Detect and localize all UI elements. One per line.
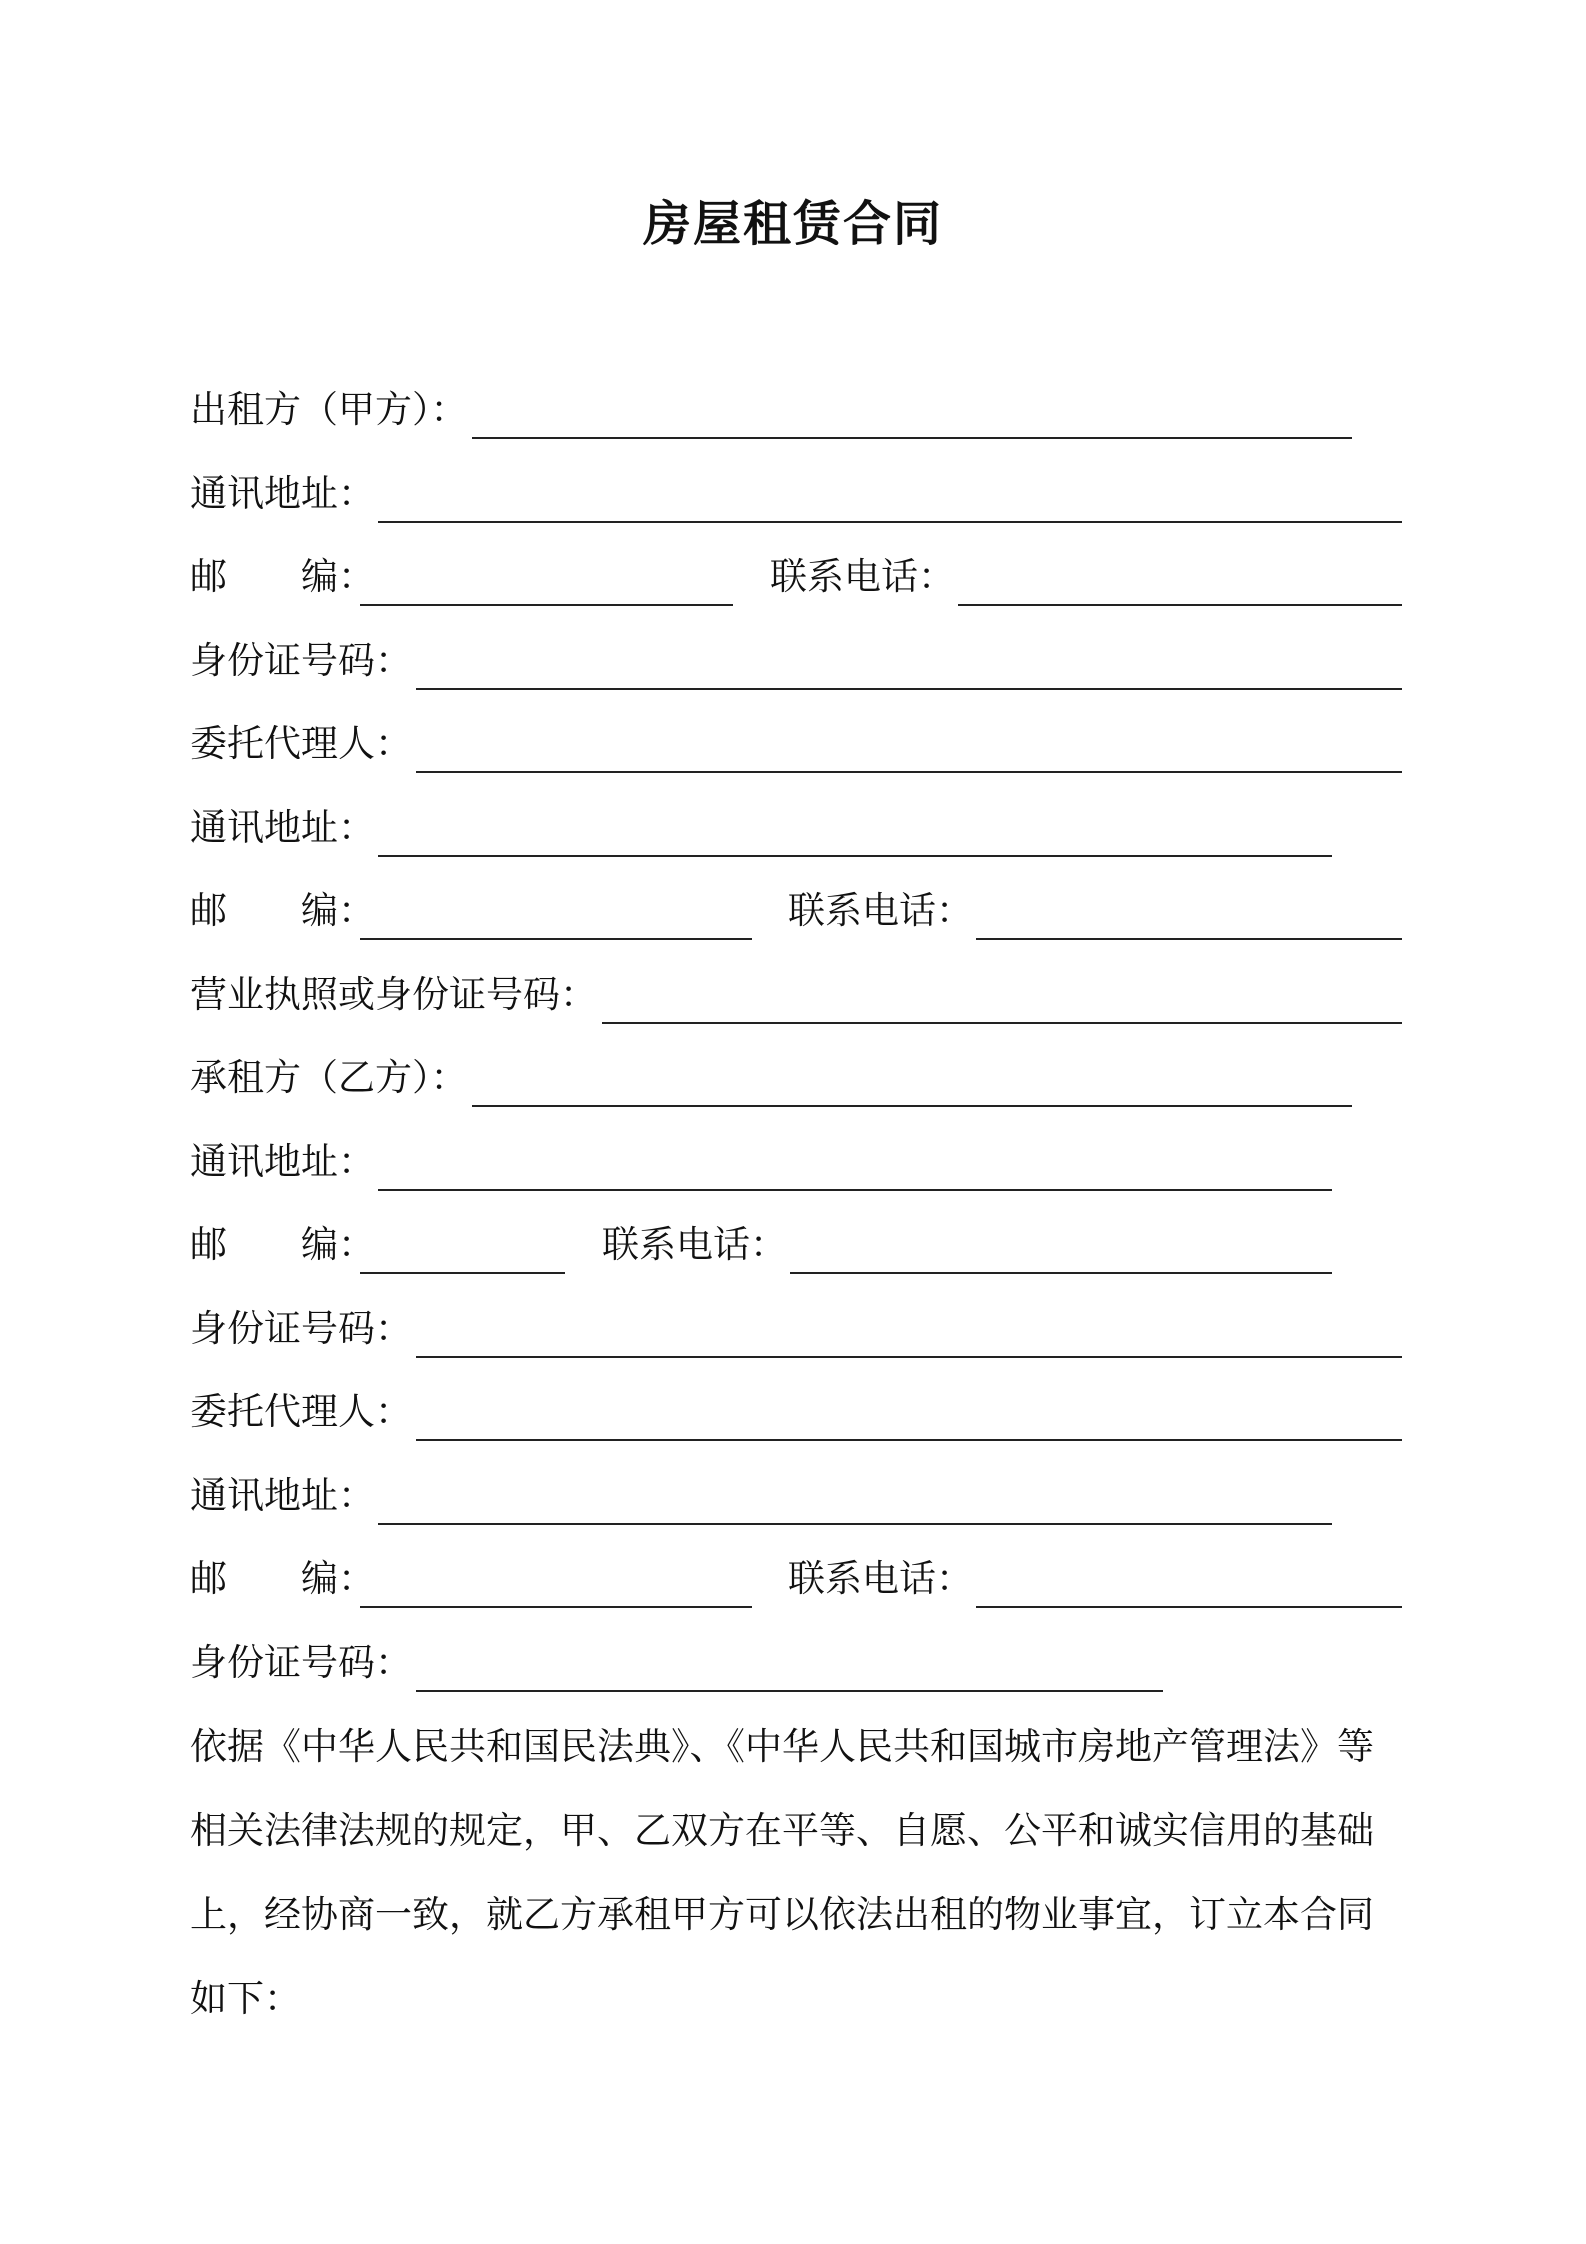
contract-preamble — [190, 1705, 1410, 2041]
field-label: 联系电话： — [788, 889, 973, 932]
form-row — [0, 801, 1586, 861]
field-label: 身份证号码： — [190, 639, 412, 682]
fill-in-blank-line[interactable] — [472, 1105, 1352, 1107]
fill-in-blank-line[interactable] — [472, 437, 1352, 439]
form-row — [0, 717, 1586, 777]
field-label: 委托代理人： — [190, 722, 412, 765]
field-label: 委托代理人： — [190, 1390, 412, 1433]
field-label: 承租方（乙方）： — [190, 1056, 468, 1099]
preamble-line: 上，经协商一致，就乙方承租甲方可以依法出租的物业事宜，订立本合同 — [190, 1893, 1374, 1936]
fill-in-blank-line[interactable] — [360, 1272, 565, 1274]
field-label: 营业执照或身份证号码： — [190, 973, 597, 1016]
fill-in-blank-line[interactable] — [360, 604, 733, 606]
form-row — [0, 1636, 1586, 1696]
fill-in-blank-line[interactable] — [958, 604, 1402, 606]
field-label: 出租方（甲方）： — [190, 388, 468, 431]
fill-in-blank-line[interactable] — [416, 1690, 1163, 1692]
form-row — [0, 1135, 1586, 1195]
preamble-line: 如下： — [190, 1977, 301, 2020]
page-title: 房屋租赁合同 — [642, 196, 943, 252]
field-label: 联系电话： — [602, 1223, 787, 1266]
preamble-line: 依据《中华人民共和国民法典》、《中华人民共和国城市房地产管理法》等 — [190, 1725, 1374, 1768]
form-row — [0, 1469, 1586, 1529]
form-row — [0, 467, 1586, 527]
field-label: 通讯地址： — [190, 1474, 375, 1517]
field-label: 通讯地址： — [190, 472, 375, 515]
fill-in-blank-line[interactable] — [602, 1022, 1402, 1024]
form-row — [0, 968, 1586, 1028]
form-row — [0, 1302, 1586, 1362]
form-row — [0, 1385, 1586, 1445]
field-label: 通讯地址： — [190, 806, 375, 849]
field-label: 联系电话： — [788, 1557, 973, 1600]
form-row — [0, 884, 1586, 944]
fill-in-blank-line[interactable] — [416, 688, 1402, 690]
fill-in-blank-line[interactable] — [790, 1272, 1332, 1274]
form-row — [0, 1051, 1586, 1111]
form-row — [0, 383, 1586, 443]
fill-in-blank-line[interactable] — [416, 771, 1402, 773]
fill-in-blank-line[interactable] — [360, 938, 752, 940]
fill-in-blank-line[interactable] — [378, 1189, 1332, 1191]
field-label: 通讯地址： — [190, 1140, 375, 1183]
field-label: 身份证号码： — [190, 1641, 412, 1684]
fill-in-blank-line[interactable] — [378, 521, 1402, 523]
form-row — [0, 634, 1586, 694]
preamble-line: 相关法律法规的规定，甲、乙双方在平等、自愿、公平和诚实信用的基础 — [190, 1809, 1374, 1852]
fill-in-blank-line[interactable] — [416, 1356, 1402, 1358]
field-label: 邮 编： — [190, 1223, 375, 1266]
form-row — [0, 550, 1586, 610]
field-label: 身份证号码： — [190, 1307, 412, 1350]
field-label: 邮 编： — [190, 1557, 375, 1600]
fill-in-blank-line[interactable] — [976, 938, 1402, 940]
field-label: 邮 编： — [190, 889, 375, 932]
fill-in-blank-line[interactable] — [360, 1606, 752, 1608]
fill-in-blank-line[interactable] — [378, 1523, 1332, 1525]
field-label: 联系电话： — [770, 555, 955, 598]
field-label: 邮 编： — [190, 555, 375, 598]
form-row — [0, 1552, 1586, 1612]
form-row — [0, 1218, 1586, 1278]
fill-in-blank-line[interactable] — [416, 1439, 1402, 1441]
fill-in-blank-line[interactable] — [976, 1606, 1402, 1608]
fill-in-blank-line[interactable] — [378, 855, 1332, 857]
